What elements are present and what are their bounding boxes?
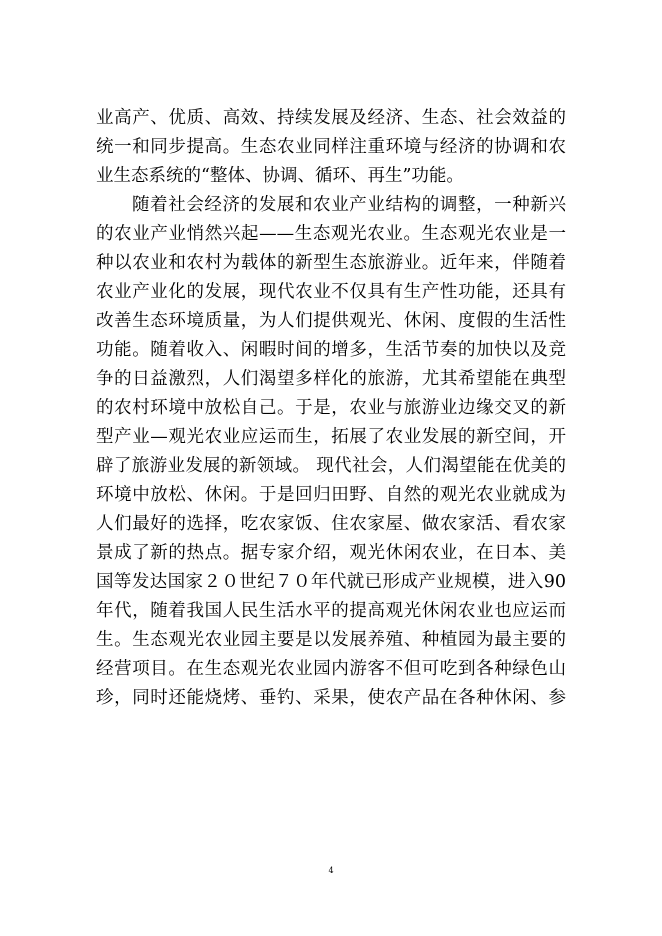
- text-line: 统一和同步提高。生态农业同样注重环境与经济的协调和农: [96, 137, 566, 157]
- text-line: 年代，随着我国人民生活水平的提高观光休闲农业也应运而: [96, 601, 566, 621]
- text-line: 辟了旅游业发展的新领域。 现代社会，人们渴望能在优美的: [96, 456, 566, 476]
- text-line: 争的日益激烈，人们渴望多样化的旅游，尤其希望能在典型: [96, 369, 566, 389]
- body-text: [96, 104, 566, 713]
- text-line: 种以农业和农村为载体的新型生态旅游业。近年来，伴随着: [96, 253, 566, 273]
- text-line: 业高产、优质、高效、持续发展及经济、生态、社会效益的: [96, 108, 566, 128]
- text-line: 型产业—观光农业应运而生，拓展了农业发展的新空间，开: [96, 427, 566, 447]
- text-line: 国等发达国家２０世纪７０年代就已形成产业规模，进入90: [96, 572, 566, 592]
- text-line: 随着社会经济的发展和农业产业结构的调整，一种新兴: [132, 195, 566, 215]
- text-line: 珍，同时还能烧烤、垂钓、采果，使农产品在各种休闲、参: [96, 688, 566, 708]
- text-line: 的农业产业悄然兴起——生态观光农业。生态观光农业是一: [96, 224, 566, 244]
- text-line: 的农村环境中放松自己。于是，农业与旅游业边缘交叉的新: [96, 398, 566, 418]
- text-line: 环境中放松、休闲。于是回归田野、自然的观光农业就成为: [96, 485, 566, 505]
- text-line: 改善生态环境质量，为人们提供观光、休闲、度假的生活性: [96, 311, 566, 331]
- text-line: 生。生态观光农业园主要是以发展养殖、种植园为最主要的: [96, 630, 566, 650]
- text-line: 经营项目。在生态观光农业园内游客不但可吃到各种绿色山: [96, 659, 566, 679]
- text-line: 人们最好的选择，吃农家饭、住农家屋、做农家活、看农家: [96, 514, 566, 534]
- text-line: 农业产业化的发展，现代农业不仅具有生产性功能，还具有: [96, 282, 566, 302]
- page-number: 4: [328, 866, 334, 875]
- text-line: 景成了新的热点。据专家介绍，观光休闲农业，在日本、美: [96, 543, 566, 563]
- text-line: 业生态系统的“整体、协调、循环、再生”功能。: [96, 166, 464, 186]
- text-line: 功能。随着收入、闲暇时间的增多，生活节奏的加快以及竞: [96, 340, 566, 360]
